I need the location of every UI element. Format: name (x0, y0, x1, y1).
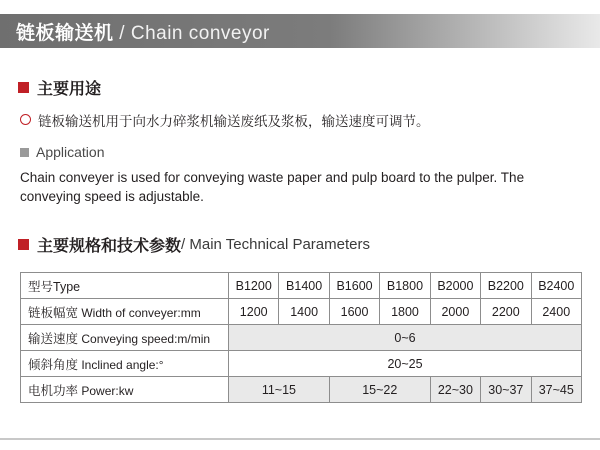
table-header-cell: B1200 (229, 273, 279, 299)
table-cell: 20~25 (229, 351, 582, 377)
table-cell: 1600 (329, 299, 379, 325)
application-label (20, 144, 105, 160)
table-cell: 2200 (481, 299, 531, 325)
table-row (21, 299, 582, 325)
table-row-label (21, 325, 229, 351)
parameters-table (20, 272, 582, 403)
table-cell: 1400 (279, 299, 329, 325)
table-row (21, 325, 582, 351)
row-label-en: Power:kw (78, 383, 134, 398)
table-cell: 2000 (430, 299, 480, 325)
table-row-label (21, 351, 229, 377)
red-square-bullet-icon (18, 239, 29, 250)
table-cell: 11~15 (229, 377, 330, 403)
row-label-en: Width of conveyer:mm (78, 305, 201, 320)
page-title (0, 18, 270, 45)
table-cell: 1200 (229, 299, 279, 325)
page-title-cn: 链板输送机 (16, 22, 114, 44)
table-cell: 15~22 (329, 377, 430, 403)
table-body (21, 273, 582, 403)
row-label-en: Conveying speed:m/min (78, 331, 211, 346)
page-title-separator: / (113, 22, 131, 44)
table-header-cell: B2200 (481, 273, 531, 299)
usage-bullet-cn (20, 110, 430, 130)
section-heading-params-label-cn: 主要规格和技术参数 (37, 238, 182, 255)
usage-paragraph-en: Chain conveyer is used for conveying waste paper and pulp board to the pulper. The conveying speed is adjustable. (20, 170, 525, 204)
section-heading-params-label-en: / Main Technical Parameters (181, 236, 370, 253)
table-cell: 30~37 (481, 377, 531, 403)
application-label-text: Application (36, 144, 105, 160)
row-label-cn: 电机功率 (28, 383, 79, 398)
footer-divider (0, 438, 600, 440)
table-header-cell: B1800 (380, 273, 430, 299)
page-title-bar (0, 14, 600, 48)
table-cell: 37~45 (531, 377, 581, 403)
table-header-cell: B2000 (430, 273, 480, 299)
row-label-cn: 输送速度 (28, 331, 79, 346)
table-header-cell: B1400 (279, 273, 329, 299)
usage-bullet-cn-text: 链板输送机用于向水力碎浆机输送废纸及浆板，输送速度可调节。 (38, 114, 430, 129)
row-label-cn: 链板幅宽 (28, 305, 79, 320)
section-heading-usage-label: 主要用途 (37, 81, 102, 98)
section-heading-params (18, 233, 370, 256)
table-header-cell: 型号Type (21, 273, 229, 299)
table-cell: 1800 (380, 299, 430, 325)
table-cell: 0~6 (229, 325, 582, 351)
table-row-label (21, 299, 229, 325)
section-heading-usage (18, 76, 101, 99)
table-cell: 22~30 (430, 377, 480, 403)
row-label-en: Inclined angle:° (78, 357, 164, 372)
table-row (21, 351, 582, 377)
table-row-label (21, 377, 229, 403)
table-row (21, 377, 582, 403)
ring-bullet-icon (20, 114, 31, 125)
page-title-en: Chain conveyor (130, 22, 270, 44)
table-header-row (21, 273, 582, 299)
red-square-bullet-icon (18, 82, 29, 93)
gray-square-bullet-icon (20, 148, 29, 157)
table-header-cell: B2400 (531, 273, 581, 299)
table-cell: 2400 (531, 299, 581, 325)
table-header-cell: B1600 (329, 273, 379, 299)
row-label-cn: 倾斜角度 (28, 357, 79, 372)
